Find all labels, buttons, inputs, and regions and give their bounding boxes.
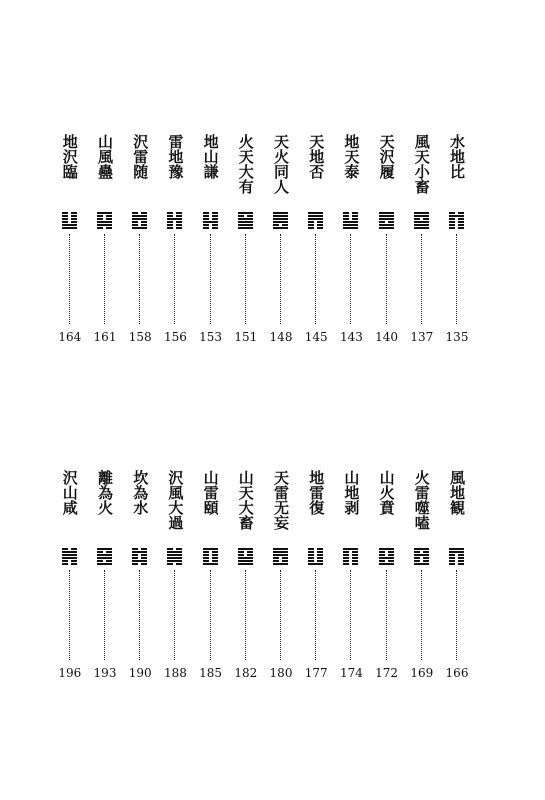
toc-entry[interactable]	[200, 470, 222, 690]
hexagram-name: 天火同人	[272, 134, 290, 194]
toc-entry[interactable]	[376, 470, 398, 690]
dot-leader	[210, 570, 213, 660]
dot-leader	[69, 570, 72, 660]
page-number: 166	[445, 666, 469, 680]
dot-leader	[280, 234, 283, 324]
page-number: 135	[445, 330, 469, 344]
dot-leader	[210, 234, 213, 324]
hexagram-symbol-icon	[414, 212, 429, 229]
toc-entry[interactable]	[340, 134, 362, 354]
toc-entry[interactable]	[270, 470, 292, 690]
hexagram-name: 離為火	[96, 470, 114, 515]
toc-entry[interactable]	[129, 134, 151, 354]
toc-entry[interactable]	[94, 134, 116, 354]
hexagram-symbol-icon	[379, 548, 394, 565]
toc-entry[interactable]	[94, 470, 116, 690]
hexagram-name: 山雷頤	[201, 470, 220, 515]
hexagram-symbol-icon	[167, 212, 182, 229]
page-number: 145	[304, 330, 328, 344]
hexagram-name: 天沢履	[377, 134, 396, 179]
dot-leader	[350, 570, 353, 660]
page-number: 161	[93, 330, 117, 344]
toc-entry[interactable]	[129, 470, 151, 690]
dot-leader	[315, 570, 318, 660]
toc-entry[interactable]	[235, 470, 257, 690]
hexagram-name: 天地否	[307, 134, 326, 179]
hexagram-name: 水地比	[448, 134, 466, 179]
hexagram-symbol-icon	[132, 548, 147, 565]
dot-leader	[69, 234, 72, 324]
page-number: 169	[410, 666, 434, 680]
hexagram-name: 山火賁	[377, 470, 396, 515]
page-number: 143	[339, 330, 363, 344]
hexagram-name: 火雷噬嗑	[412, 470, 431, 530]
page-number: 185	[199, 666, 223, 680]
hexagram-symbol-icon	[308, 548, 323, 565]
toc-entry[interactable]	[200, 134, 222, 354]
page-number: 174	[339, 666, 363, 680]
dot-leader	[421, 570, 424, 660]
hexagram-symbol-icon	[97, 212, 112, 229]
hexagram-symbol-icon	[449, 548, 464, 565]
toc-entry[interactable]	[305, 470, 327, 690]
page-number: 137	[410, 330, 434, 344]
hexagram-name: 雷地豫	[166, 134, 185, 179]
hexagram-name: 地雷復	[307, 470, 326, 515]
hexagram-name: 山地剥	[342, 470, 361, 515]
hexagram-symbol-icon	[449, 212, 464, 229]
toc-entry[interactable]	[446, 470, 468, 690]
toc-entry[interactable]	[164, 470, 186, 690]
page-number: 140	[375, 330, 399, 344]
dot-leader	[104, 234, 107, 324]
hexagram-symbol-icon	[203, 212, 218, 229]
dot-leader	[139, 234, 142, 324]
hexagram-symbol-icon	[379, 212, 394, 229]
hexagram-symbol-icon	[203, 548, 218, 565]
hexagram-symbol-icon	[273, 548, 288, 565]
page-number: 148	[269, 330, 293, 344]
dot-leader	[456, 234, 459, 324]
toc-entry[interactable]	[59, 134, 81, 354]
toc-entry[interactable]	[59, 470, 81, 690]
dot-leader	[315, 234, 318, 324]
hexagram-name: 沢風大過	[166, 470, 185, 530]
toc-entry[interactable]	[270, 134, 292, 354]
toc-bottom-row	[0, 470, 545, 720]
toc-entry[interactable]	[340, 470, 362, 690]
dot-leader	[245, 234, 248, 324]
hexagram-name: 風天小畜	[412, 134, 431, 194]
hexagram-name: 地沢臨	[60, 134, 79, 179]
hexagram-symbol-icon	[414, 548, 429, 565]
page-number: 190	[128, 666, 152, 680]
hexagram-name: 山天大畜	[236, 470, 255, 530]
page-number: 193	[93, 666, 117, 680]
dot-leader	[350, 234, 353, 324]
hexagram-symbol-icon	[308, 212, 323, 229]
page-number: 180	[269, 666, 293, 680]
toc-entry[interactable]	[376, 134, 398, 354]
hexagram-name: 沢雷随	[131, 134, 150, 179]
hexagram-symbol-icon	[62, 212, 77, 229]
hexagram-symbol-icon	[97, 548, 112, 565]
hexagram-name: 山風蠱	[96, 134, 114, 179]
page-number: 188	[163, 666, 187, 680]
hexagram-symbol-icon	[343, 548, 358, 565]
page-number: 153	[199, 330, 223, 344]
hexagram-name: 地天泰	[342, 134, 361, 179]
toc-entry[interactable]	[411, 134, 433, 354]
dot-leader	[104, 570, 107, 660]
page-number: 158	[128, 330, 152, 344]
page-number: 172	[375, 666, 399, 680]
dot-leader	[386, 234, 389, 324]
hexagram-name: 坎為水	[131, 470, 150, 515]
dot-leader	[280, 570, 283, 660]
dot-leader	[245, 570, 248, 660]
hexagram-symbol-icon	[62, 548, 77, 565]
toc-entry[interactable]	[235, 134, 257, 354]
hexagram-name: 沢山咸	[60, 470, 79, 515]
page-number: 156	[163, 330, 187, 344]
hexagram-name: 地山謙	[201, 134, 220, 179]
page-number: 196	[58, 666, 82, 680]
dot-leader	[386, 570, 389, 660]
page-number: 182	[234, 666, 258, 680]
hexagram-symbol-icon	[273, 212, 288, 229]
page-number: 151	[234, 330, 258, 344]
hexagram-symbol-icon	[238, 548, 253, 565]
hexagram-symbol-icon	[238, 212, 253, 229]
hexagram-name: 風地観	[448, 470, 466, 515]
toc-top-row	[0, 134, 545, 384]
page-number: 164	[58, 330, 82, 344]
dot-leader	[456, 570, 459, 660]
toc-entry[interactable]	[446, 134, 468, 354]
toc-entry[interactable]	[164, 134, 186, 354]
dot-leader	[174, 570, 177, 660]
dot-leader	[139, 570, 142, 660]
hexagram-symbol-icon	[132, 212, 147, 229]
dot-leader	[174, 234, 177, 324]
page-number: 177	[304, 666, 328, 680]
hexagram-symbol-icon	[167, 548, 182, 565]
hexagram-name: 天雷无妄	[272, 470, 290, 530]
hexagram-name: 火天大有	[236, 134, 255, 194]
hexagram-symbol-icon	[343, 212, 358, 229]
toc-entry[interactable]	[411, 470, 433, 690]
dot-leader	[421, 234, 424, 324]
toc-entry[interactable]	[305, 134, 327, 354]
